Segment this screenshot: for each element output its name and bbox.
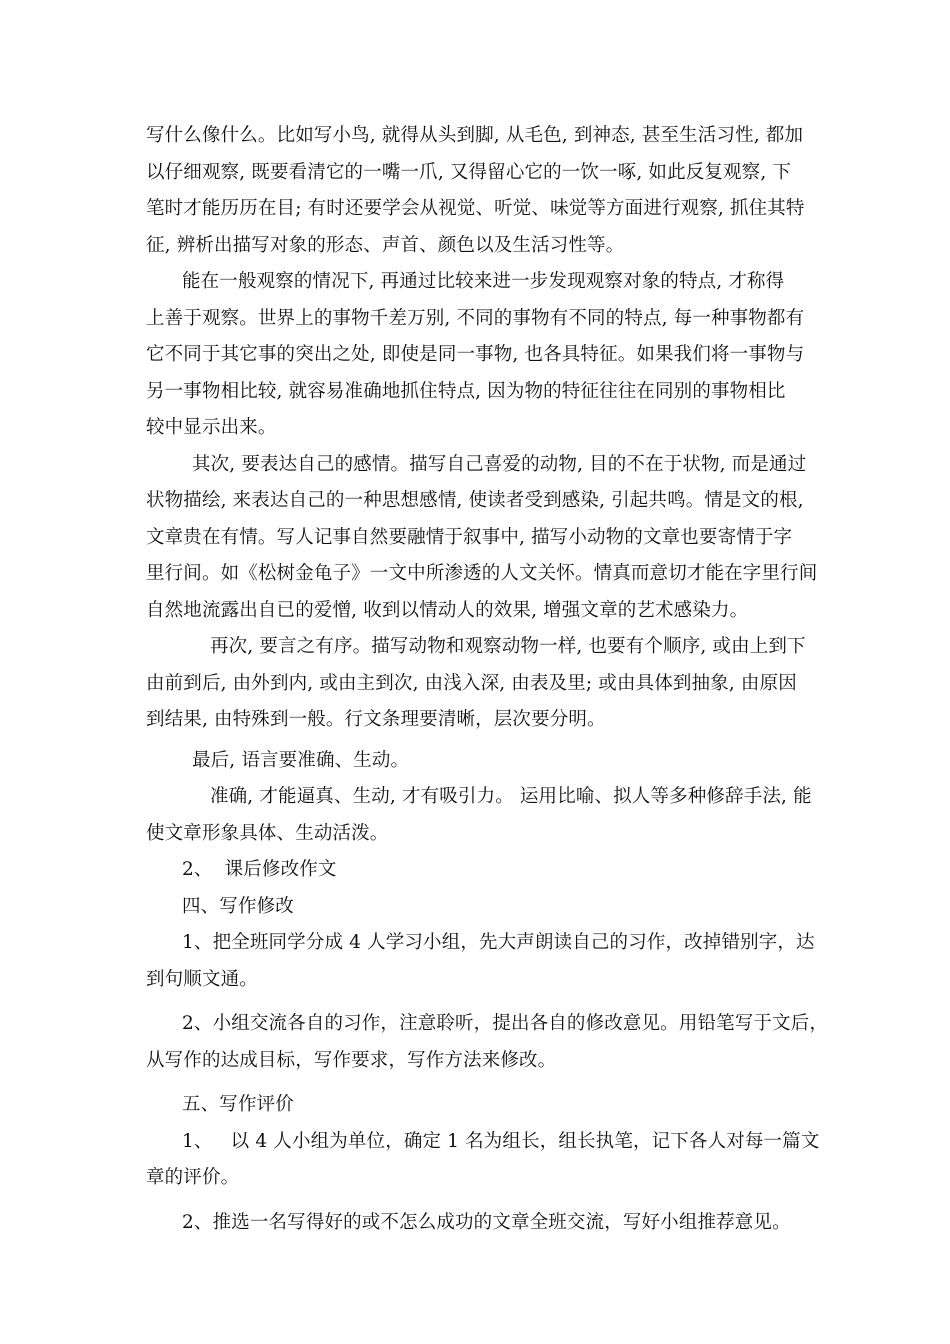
text-line: 使文章形象具体、生动活泼。 bbox=[146, 822, 389, 844]
paragraph bbox=[146, 1205, 806, 1242]
text-line: 较中显示出来。 bbox=[146, 417, 277, 438]
text-line: 1、 以 4 人小组为单位，确定 1 名为组长，组长执笔，记下各人对每一篇文 bbox=[182, 1130, 820, 1152]
text-line: 笔时才能历历在目; 有时还要学会从视觉、听觉、味觉等方面进行观察, 抓住其特 bbox=[146, 198, 805, 219]
text-line: 上善于观察。世界上的事物千差万别, 不同的事物有不同的特点, 每一种事物都有 bbox=[146, 307, 805, 329]
paragraph bbox=[146, 1087, 806, 1124]
text-line: 再次, 要言之有序。描写动物和观察动物一样, 也要有个顺序, 或由上到下 bbox=[210, 636, 806, 657]
text-line: 另一事物相比较, 就容易准确地抓住特点, 因为物的特征往往在同别的事物相比 bbox=[146, 380, 786, 402]
text-line: 状物描绘, 来表达自己的一种思想感情, 使读者受到感染, 引起共鸣。情是文的根, bbox=[146, 490, 804, 511]
text-line: 准确, 才能逼真、生动, 才有吸引力。 运用比喻、拟人等多种修辞手法, 能 bbox=[210, 786, 812, 807]
paragraph bbox=[146, 118, 806, 264]
text-line: 从写作的达成目标，写作要求，写作方法来修改。 bbox=[146, 1049, 557, 1071]
text-line: 2、 课后修改作文 bbox=[182, 859, 337, 880]
paragraph bbox=[146, 447, 818, 630]
text-line: 它不同于其它事的突出之处, 即使是同一事物, 也各具特征。如果我们将一事物与 bbox=[146, 344, 805, 365]
paragraph bbox=[146, 629, 806, 739]
paragraph bbox=[146, 1006, 829, 1079]
text-line: 2、小组交流各自的习作，注意聆听，提出各自的修改意见。用铅笔写于文后， bbox=[182, 1013, 829, 1034]
text-line: 最后, 语言要准确、生动。 bbox=[192, 749, 410, 771]
paragraph bbox=[146, 1124, 820, 1197]
text-line: 文章贵在有情。写人记事自然要融情于叙事中, 描写小动物的文章也要寄情于字 bbox=[146, 526, 793, 548]
document-body bbox=[146, 118, 829, 1241]
paragraph bbox=[146, 743, 806, 780]
paragraph bbox=[146, 779, 812, 852]
text-line: 章的评价。 bbox=[146, 1167, 240, 1188]
paragraph bbox=[146, 264, 806, 447]
text-line: 由前到后, 由外到内, 或由主到次, 由浅入深, 由表及里; 或由具体到抽象, 由原因 bbox=[146, 672, 797, 694]
paragraph bbox=[146, 925, 815, 998]
text-line: 征, 辨析出描写对象的形态、声首、颜色以及生活习性等。 bbox=[146, 234, 625, 256]
text-line: 其次, 要表达自己的感情。描写自己喜爱的动物, 目的不在于状物, 而是通过 bbox=[192, 453, 807, 475]
paragraph bbox=[146, 889, 806, 926]
text-line: 里行间。如《松树金龟子》一文中所渗透的人文关怀。情真而意切才能在字里行间 bbox=[146, 563, 818, 584]
text-line: 五、写作评价 bbox=[182, 1094, 294, 1115]
text-line: 1、把全班同学分成 4 人学习小组，先大声朗读自己的习作，改掉错别字，达 bbox=[182, 932, 815, 953]
paragraph bbox=[146, 852, 806, 889]
text-line: 自然地流露出自已的爱憎, 收到以情动人的效果, 增强文章的艺术感染力。 bbox=[146, 599, 749, 621]
text-line: 四、写作修改 bbox=[182, 895, 294, 917]
text-line: 到结果, 由特殊到一般。行文条理要清晰，层次要分明。 bbox=[146, 709, 606, 730]
text-line: 以仔细观察, 既要看清它的一嘴一爪, 又得留心它的一饮一啄, 如此反复观察, 下 bbox=[146, 161, 792, 183]
text-line: 2、推选一名写得好的或不怎么成功的文章全班交流，写好小组推荐意见。 bbox=[182, 1211, 791, 1233]
text-line: 到句顺文通。 bbox=[146, 968, 258, 990]
text-line: 能在一般观察的情况下, 再通过比较来进一步发现观察对象的特点, 才称得 bbox=[182, 271, 785, 292]
text-line: 写什么像什么。比如写小鸟, 就得从头到脚, 从毛色, 到神态, 甚至生活习性, 都加 bbox=[146, 125, 804, 146]
